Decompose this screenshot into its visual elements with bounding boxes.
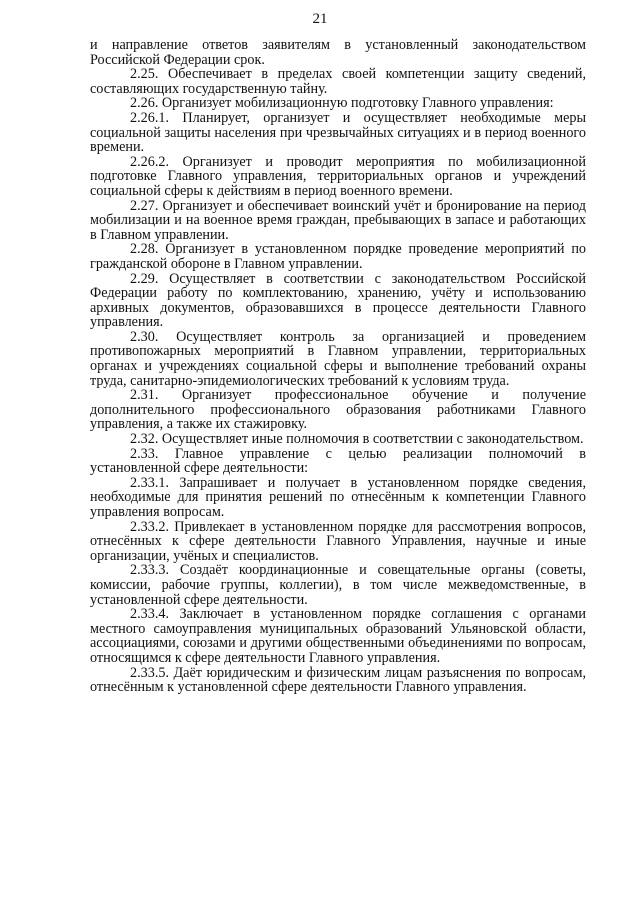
paragraph-continuation: и направление ответов заявителям в установленный законодательством Российской Федерации срок.: [90, 37, 586, 68]
document-body: [90, 38, 586, 695]
paragraph-2-33-4: 2.33.4. Заключает в установленном порядке соглашения с органами местного самоуправления муниципальных образований Ульяновской области, ассоциациями, союзами и другими общественными объединениями по вопросам, относящимся к сфере деятельности Главного управления.: [90, 606, 586, 666]
paragraph-2-33-3: 2.33.3. Создаёт координационные и совещательные органы (советы, комиссии, рабочие группы, коллегии), в том числе межведомственные, в установленной сфере деятельности.: [90, 562, 586, 608]
paragraph-2-27: 2.27. Организует и обеспечивает воинский учёт и бронирование на период мобилизации и на военное время граждан, пребывающих в запасе и работающих в Главном управлении.: [90, 197, 586, 243]
paragraph-2-28: 2.28. Организует в установленном порядке проведение мероприятий по гражданской обороне в Главном управлении.: [90, 241, 586, 272]
paragraph-2-26-2: 2.26.2. Организует и проводит мероприятия по мобилизационной подготовке Главного управления, территориальных органов и учреждений социальной сферы к действиям в период военного времени.: [90, 153, 586, 199]
paragraph-2-25: 2.25. Обеспечивает в пределах своей компетенции защиту сведений, составляющих государственную тайну.: [90, 66, 586, 97]
paragraph-2-26: 2.26. Организует мобилизационную подготовку Главного управления:: [130, 95, 554, 112]
paragraph-2-33: 2.33. Главное управление с целью реализации полномочий в установленной сфере деятельности:: [90, 445, 586, 477]
page-number: 21: [312, 11, 328, 27]
paragraph-2-32: 2.32. Осуществляет иные полномочия в соответствии с законодательством.: [130, 431, 584, 448]
paragraph-2-33-2: 2.33.2. Привлекает в установленном порядке для рассмотрения вопросов, отнесённых к сфере деятельности Главного Управления, научные и иные организации, учёных и специалистов.: [90, 518, 586, 564]
paragraph-2-33-1: 2.33.1. Запрашивает и получает в установленном порядке сведения, необходимые для принятия решений по отнесённым к компетенции Главного управления вопросам.: [90, 474, 586, 520]
paragraph-2-30: 2.30. Осуществляет контроль за организацией и проведением противопожарных мероприятий в Главном управлении, территориальных органах и учреждениях социальной сферы и выполнение требований охраны труда, санитарно-эпидемиологических требований к условиям труда.: [90, 328, 586, 389]
paragraph-2-33-5: 2.33.5. Даёт юридическим и физическим лицам разъяснения по вопросам, отнесённым к установленной сфере деятельности Главного управления.: [90, 664, 586, 696]
paragraph-2-31: 2.31. Организует профессиональное обучение и получение дополнительного профессионального образования работниками Главного управления, а также их стажировку.: [90, 387, 586, 433]
paragraph-2-29: 2.29. Осуществляет в соответствии с законодательством Российской Федерации работу по комплектованию, хранению, учёту и использованию архивных документов, образовавшихся в процессе деятельности Главного управления.: [90, 270, 586, 331]
paragraph-2-26-1: 2.26.1. Планирует, организует и осуществляет необходимые меры социальной защиты населения при чрезвычайных ситуациях и в период военного времени.: [90, 109, 586, 156]
